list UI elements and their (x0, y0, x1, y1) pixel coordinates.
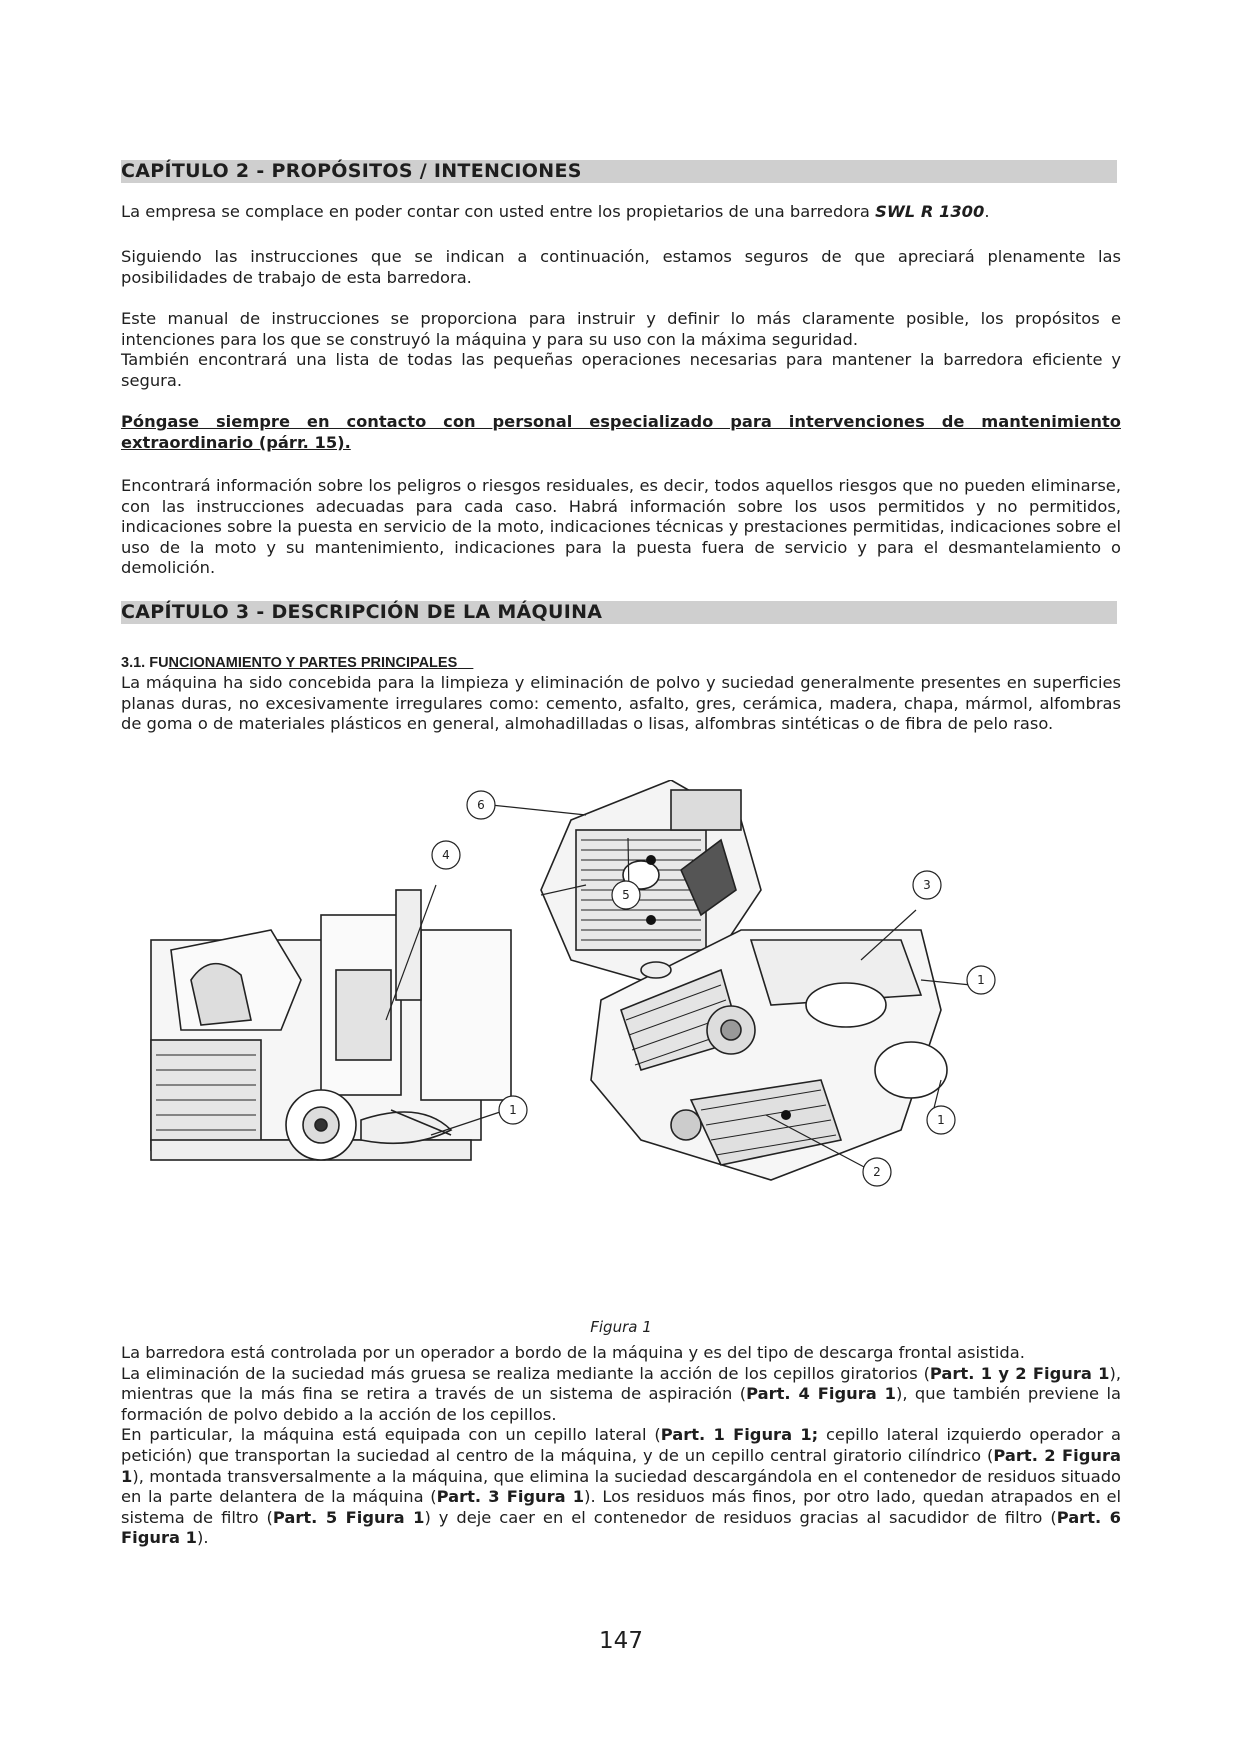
callout-1-left (499, 1096, 527, 1124)
body-text: ), mientras que la más fina se retira a través de un sistema de aspiración ( (121, 1363, 1121, 1404)
part-ref: Part. 6 Figura 1 (121, 1507, 1121, 1548)
callout-6-label: 6 (477, 798, 485, 812)
callout-1-right (927, 1106, 955, 1134)
body-text: En particular, la máquina está equipada con un cepillo lateral ( (121, 1425, 661, 1445)
chapter-2-heading: CAPÍTULO 2 - PROPÓSITOS / INTENCIONES (121, 160, 1117, 183)
callout-2-label: 2 (873, 1165, 881, 1179)
figure-1-illustration (121, 780, 1121, 1320)
callout-4 (432, 841, 460, 869)
part-ref: Part. 1 Figura 1; (660, 1425, 819, 1445)
side-view-drawing (151, 890, 511, 1160)
chapter-2-paragraph-1 (121, 202, 1121, 223)
part-ref: Part. 2 Figura 1 (121, 1445, 1121, 1486)
callout-1-top-label: 1 (977, 973, 985, 987)
intro-end: . (984, 202, 990, 221)
body-line-1: La barredora está controlada por un operador a bordo de la máquina y es del tipo de descarga frontal asistida. (121, 1343, 1025, 1362)
callout-1-left-label: 1 (509, 1103, 517, 1117)
callout-1-right-label: 1 (937, 1113, 945, 1127)
callout-2 (863, 1158, 891, 1186)
part-ref: Part. 1 y 2 Figura 1 (929, 1363, 1110, 1383)
page-number: 147 (599, 1628, 643, 1654)
callout-1-top (967, 966, 995, 994)
intro-text: La empresa se complace en poder contar con usted entre los propietarios de una barredora (121, 202, 876, 221)
body-text: ) y deje caer en el contenedor de residuos gracias al sacudidor de filtro ( (424, 1507, 1057, 1527)
body-text: cepillo lateral izquierdo operador a petición) que transportan la suciedad al centro de la máquina, y de un cepillo central giratorio cilíndrico ( (121, 1425, 1121, 1465)
callout-5-label: 5 (622, 888, 630, 902)
callout-6 (467, 791, 495, 819)
chapter-3-heading: CAPÍTULO 3 - DESCRIPCIÓN DE LA MÁQUINA (121, 601, 1117, 624)
callout-3 (913, 871, 941, 899)
section-3-1-heading (121, 655, 473, 671)
body-text: La eliminación de la suciedad más gruesa se realiza mediante la acción de los cepillos giratorios ( (121, 1363, 930, 1383)
body-text: ). (196, 1528, 209, 1548)
part-ref: Part. 5 Figura 1 (272, 1507, 425, 1527)
chapter-3-paragraph-1: La máquina ha sido concebida para la limpieza y eliminación de polvo y suciedad generalmente presentes en superficies planas duras, no excesivamente irregulares como: cemento, asfalto, gres, cerámica, madera, chapa, mármol, alfombras de goma o de materiales plásticos en general, almohadilladas o lisas, alfombras sintéticas o de fibra de pelo raso. (121, 673, 1121, 734)
section-number: 3.1. FU (121, 655, 169, 671)
model-name: SWL R 1300 (875, 202, 985, 221)
body-text: ), que también previene la formación de polvo debido a la acción de los cepillos. (121, 1384, 1122, 1424)
chapter-2-paragraph-3b: También encontrará una lista de todas las pequeñas operaciones necesarias para mantener la barredora eficiente y segura. (121, 350, 1121, 390)
callout-3-label: 3 (923, 878, 931, 892)
part-ref: Part. 3 Figura 1 (436, 1487, 585, 1507)
figure-caption: Figura 1 (590, 1318, 652, 1336)
chapter-2-paragraph-4: Encontrará información sobre los peligros o riesgos residuales, es decir, todos aquellos riesgos que no pueden eliminarse, con las instrucciones adecuadas para cada caso. Habrá información sobre los usos permitidos y no permitidos, indicaciones sobre la puesta en servicio de la moto, indicaciones técnicas y prestaciones permitidas, indicaciones sobre el uso de la moto y su mantenimiento, indicaciones para la puesta fuera de servicio y para el desmantelamiento o demolición. (121, 476, 1121, 578)
section-title: NCIONAMIENTO Y PARTES PRINCIPALES (168, 655, 458, 671)
part-ref: Part. 4 Figura 1 (746, 1384, 896, 1404)
document-page (121, 0, 1121, 1754)
chapter-2-paragraph-3a: Este manual de instrucciones se proporciona para instruir y definir lo más claramente posible, los propósitos e intenciones para los que se construyó la máquina y para su uso con la máxima seguridad. (121, 309, 1121, 349)
body-text: ). Los residuos más finos, por otro lado, quedan atrapados en el sistema de filtro ( (121, 1487, 1121, 1527)
maintenance-warning: Póngase siempre en contacto con personal especializado para intervenciones de mantenimiento extraordinario (párr. 15). (121, 412, 1121, 452)
body-text: ), montada transversalmente a la máquina, que elimina la suciedad descargándola en el contenedor de residuos situado en la parte delantera de la máquina ( (121, 1466, 1121, 1507)
bottom-view-drawing (591, 930, 947, 1180)
description-paragraph (121, 1343, 1121, 1549)
chapter-2-paragraph-2: Siguiendo las instrucciones que se indican a continuación, estamos seguros de que apreciará plenamente las posibilidades de trabajo de esta barredora. (121, 247, 1121, 287)
callout-4-label: 4 (442, 848, 450, 862)
callout-5 (612, 881, 640, 909)
